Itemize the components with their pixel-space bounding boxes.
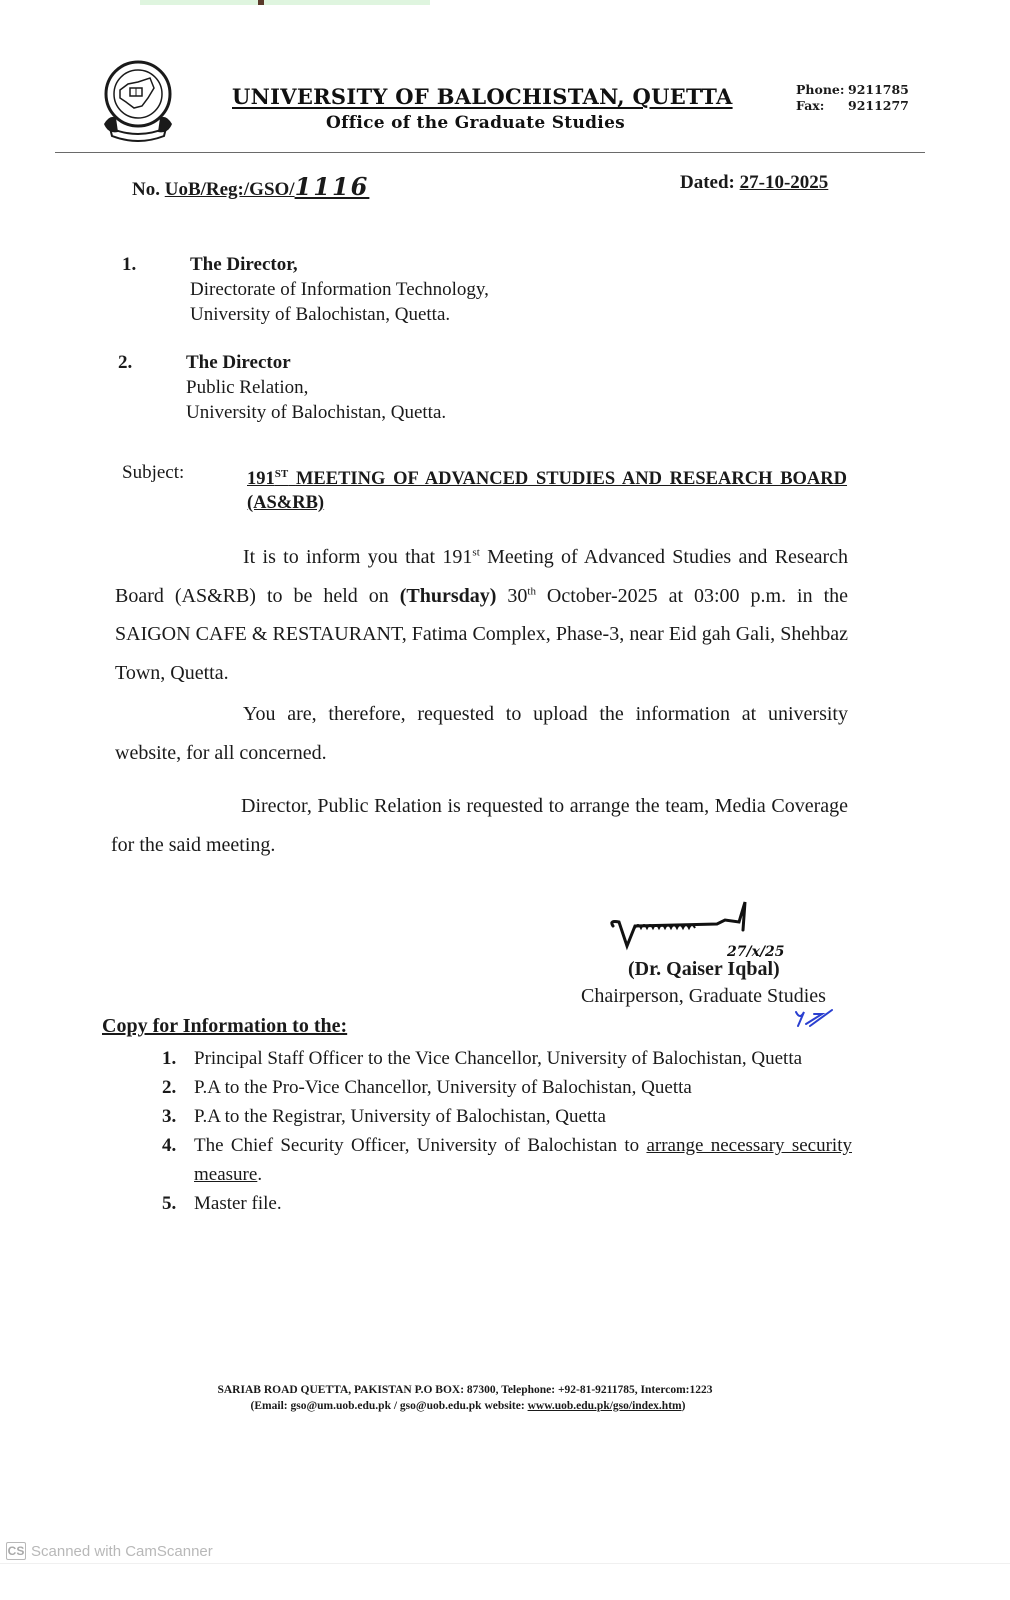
subject-number: 191 [247,469,275,490]
header-divider [55,152,925,153]
reference-handwritten: 1116 [294,172,370,201]
phone-number: 9211785 [848,82,909,97]
para-text: You are, therefore, requested to upload the information at university website, for all concerned. [115,703,848,764]
subject-label: Subject: [122,462,185,483]
copy-heading: Copy for Information to the: [102,1015,348,1037]
para-sup: st [472,546,480,559]
university-name: UNIVERSITY OF BALOCHISTAN, QUETTA [232,84,733,109]
footer-text: ) [681,1400,686,1412]
addressee-line: Public Relation, [186,377,309,398]
reference-number [132,172,369,201]
subject-title: MEETING OF ADVANCED STUDIES AND RESEARCH BOARD (AS&RB) [247,469,848,514]
fax-number: 9211277 [848,98,909,113]
initials-icon [792,1006,840,1032]
footer-text: +92-81-9211785, Intercom:1223 [555,1384,713,1396]
contact-block [796,82,909,114]
addressee-line: Directorate of Information Technology, [190,279,489,300]
footer-text: (Email: gso@um.uob.edu.pk / gso@uob.edu.pk [250,1400,485,1412]
signature-icon [605,900,805,964]
copy-item [162,1102,852,1131]
copy-item-number: 5. [162,1193,177,1214]
copy-item-text [194,1131,852,1189]
copy-list [162,1044,852,1218]
addressee-title: The Director [186,352,291,373]
para-text: October-2025 at 03:00 p.m. in the SAIGON CAFE & RESTAURANT, Fatima Complex, Phase-3, near Eid gah Gali, Shehbaz Town, Quetta. [115,584,848,684]
camscanner-text: Scanned with CamScanner [31,1542,213,1560]
copy-item [162,1131,852,1189]
para-text: It is to inform you that 191 [243,546,473,568]
camscanner-watermark [6,1542,213,1560]
addressee-line: University of Balochistan, Quetta. [186,402,447,423]
copy-item [162,1044,852,1073]
dated-value: 27-10-2025 [739,172,829,193]
copy-item-number: 2. [162,1077,177,1098]
addressee-1 [122,252,622,332]
scan-artifact-strip [140,0,430,5]
addressee-2 [118,350,618,430]
copy-item [162,1189,852,1218]
body-paragraph-1 [115,538,848,692]
copy-item-text: Principal Staff Officer to the Vice Chancellor, University of Balochistan, Quetta [194,1048,803,1069]
signatory-title: Chairperson, Graduate Studies [581,985,826,1007]
footer-text: website: [484,1400,525,1412]
footer-text: SARIAB ROAD QUETTA, PAKISTAN P.O BOX: 87300, [217,1384,502,1396]
addressee-number: 2. [118,352,133,373]
signature-date: 27/x/25 [727,944,785,960]
addressee-title: The Director, [190,254,298,275]
office-name: Office of the Graduate Studies [326,113,626,133]
footer-contact [0,1400,936,1412]
reference-label: No. [132,179,160,200]
scan-edge [0,1563,1010,1564]
copy-item-number: 4. [162,1135,177,1156]
para-text: Director, Public Relation is requested to arrange the team, Media Coverage for the said meeting. [111,795,848,856]
copy-item [162,1073,852,1102]
body-paragraph-3 [111,787,848,864]
camscanner-logo-icon: CS [7,1544,25,1558]
reference-value: UoB/Reg:/GSO/ [164,179,295,200]
para-text: 30 [496,584,528,607]
subject-text [247,462,847,515]
copy-item-text: P.A to the Pro-Vice Chancellor, University of Balochistan, Quetta [194,1077,692,1098]
signatory-name: (Dr. Qaiser Iqbal) [628,958,780,980]
date-block [680,172,828,194]
university-seal-icon [98,58,178,142]
addressee-number: 1. [122,254,137,275]
copy-item-text: Master file. [194,1193,282,1214]
para-bold: (Thursday) [399,584,497,607]
phone-label: Phone: [796,82,845,97]
dated-label: Dated: [680,172,735,193]
copy-item-text: P.A to the Registrar, University of Balochistan, Quetta [194,1106,606,1127]
website-link[interactable]: www.uob.edu.pk/gso/index.htm [527,1400,682,1412]
copy-item-end: . [257,1164,263,1185]
footer-text: Telephone: [501,1384,556,1396]
copy-item-number: 1. [162,1048,177,1069]
para-sup: th [527,584,536,597]
body-paragraph-2 [115,695,848,772]
fax-label: Fax: [796,98,825,113]
footer-address [0,1384,930,1396]
addressee-line: University of Balochistan, Quetta. [190,304,451,325]
subject-suffix: ST [274,468,289,480]
scan-artifact-mark [258,0,264,5]
copy-item-text-part: The Chief Security Officer, University of Balochistan to [194,1135,647,1156]
copy-item-number: 3. [162,1106,177,1127]
copy-item-underlined: arrange necessary security measure [194,1135,852,1185]
para-text: Meeting of Advanced Studies and Research Board (AS&RB) to be held on [115,546,848,607]
